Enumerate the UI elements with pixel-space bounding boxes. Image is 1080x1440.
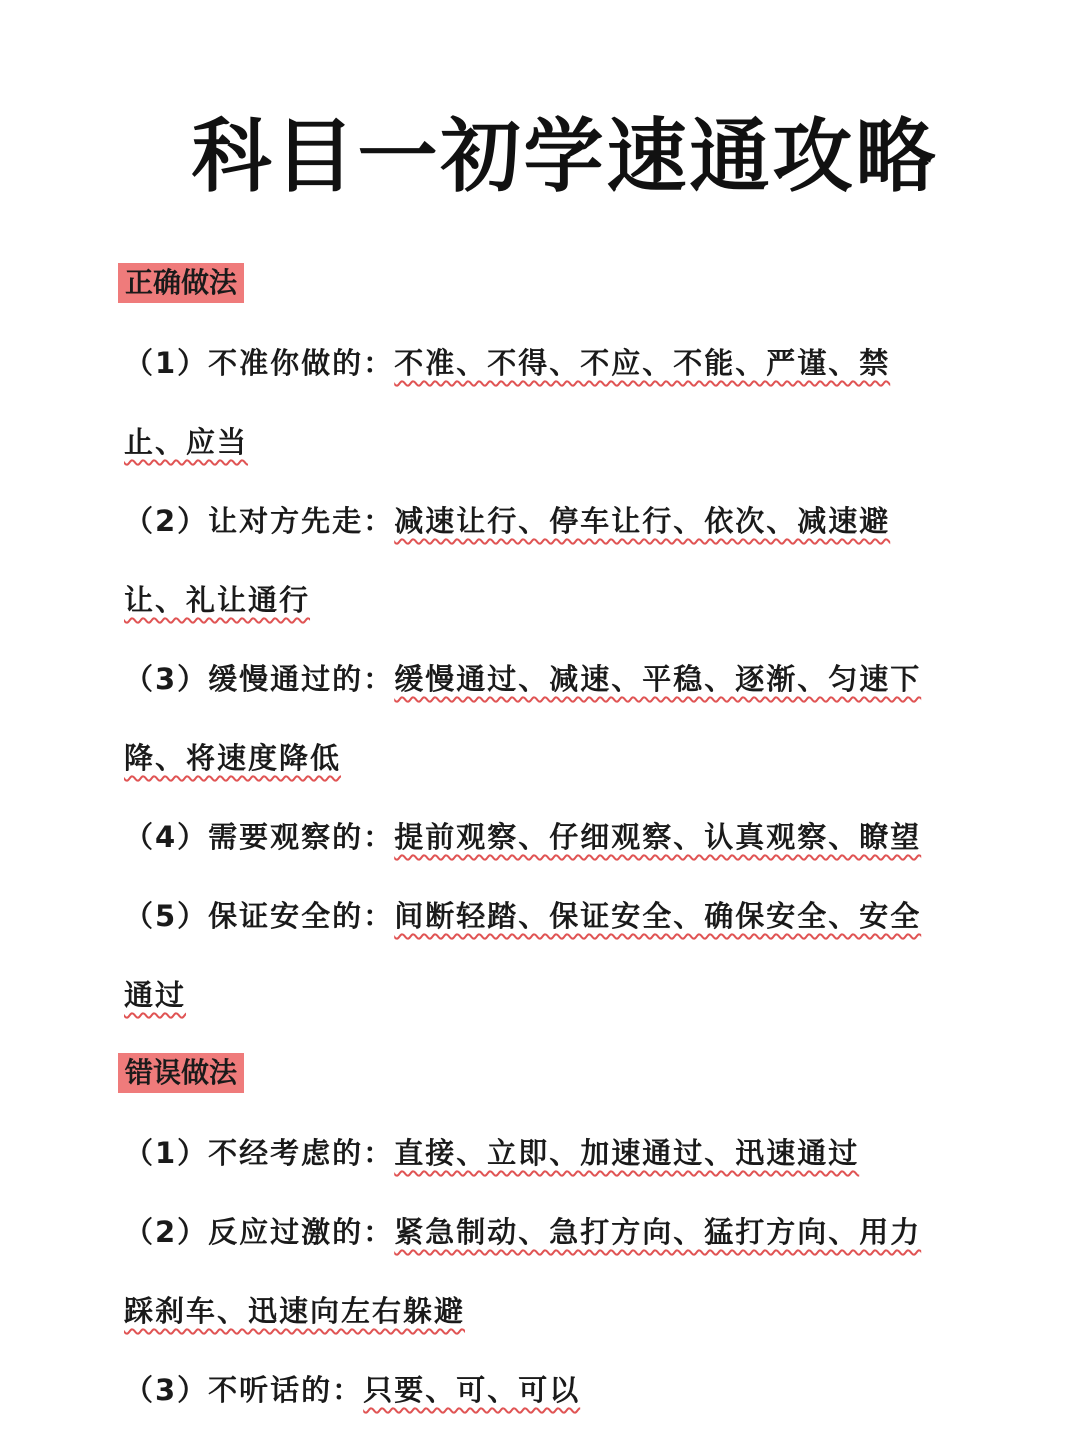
list-item-continuation: [124, 975, 964, 1015]
list-item: [124, 343, 964, 383]
list-item: [124, 1370, 964, 1410]
item-label: （3）缓慢通过的：: [124, 662, 395, 696]
item-label: （1）不准你做的：: [124, 346, 395, 380]
list-item: [124, 659, 964, 699]
item-label: （2）反应过激的：: [124, 1215, 395, 1249]
page-title: 科目一初学速通攻略: [191, 110, 939, 203]
item-label: （5）保证安全的：: [124, 899, 395, 933]
list-item: [124, 896, 964, 936]
list-item-continuation: [124, 1291, 964, 1331]
item-keywords: 提前观察、仔细观察、认真观察、瞭望: [394, 820, 922, 854]
list-item-continuation: [124, 738, 964, 778]
item-keywords: 直接、立即、加速通过、迅速通过: [394, 1136, 860, 1170]
item-label: （4）需要观察的：: [124, 820, 395, 854]
list-item-continuation: [124, 580, 964, 620]
section-tag-correct: 正确做法: [118, 263, 244, 303]
item-keywords: 降、将速度降低: [124, 741, 342, 775]
item-keywords: 不准、不得、不应、不能、严谨、禁: [394, 346, 891, 380]
section-tag-wrong: 错误做法: [118, 1053, 244, 1093]
item-keywords: 让、礼让通行: [124, 583, 311, 617]
item-keywords: 只要、可、可以: [363, 1373, 581, 1407]
list-item: [124, 1133, 964, 1173]
item-keywords: 踩刹车、迅速向左右躲避: [124, 1294, 466, 1328]
item-keywords: 止、应当: [124, 425, 249, 459]
item-keywords: 减速让行、停车让行、依次、减速避: [394, 504, 891, 538]
item-keywords: 通过: [124, 978, 187, 1012]
list-item: [124, 817, 964, 857]
item-keywords: 紧急制动、急打方向、猛打方向、用力: [394, 1215, 922, 1249]
item-label: （3）不听话的：: [124, 1373, 364, 1407]
item-label: （2）让对方先走：: [124, 504, 395, 538]
list-item: [124, 501, 964, 541]
item-label: （1）不经考虑的：: [124, 1136, 395, 1170]
list-item: [124, 1212, 964, 1252]
list-item-continuation: [124, 422, 964, 462]
item-keywords: 缓慢通过、减速、平稳、逐渐、匀速下: [394, 662, 922, 696]
item-keywords: 间断轻踏、保证安全、确保安全、安全: [394, 899, 922, 933]
